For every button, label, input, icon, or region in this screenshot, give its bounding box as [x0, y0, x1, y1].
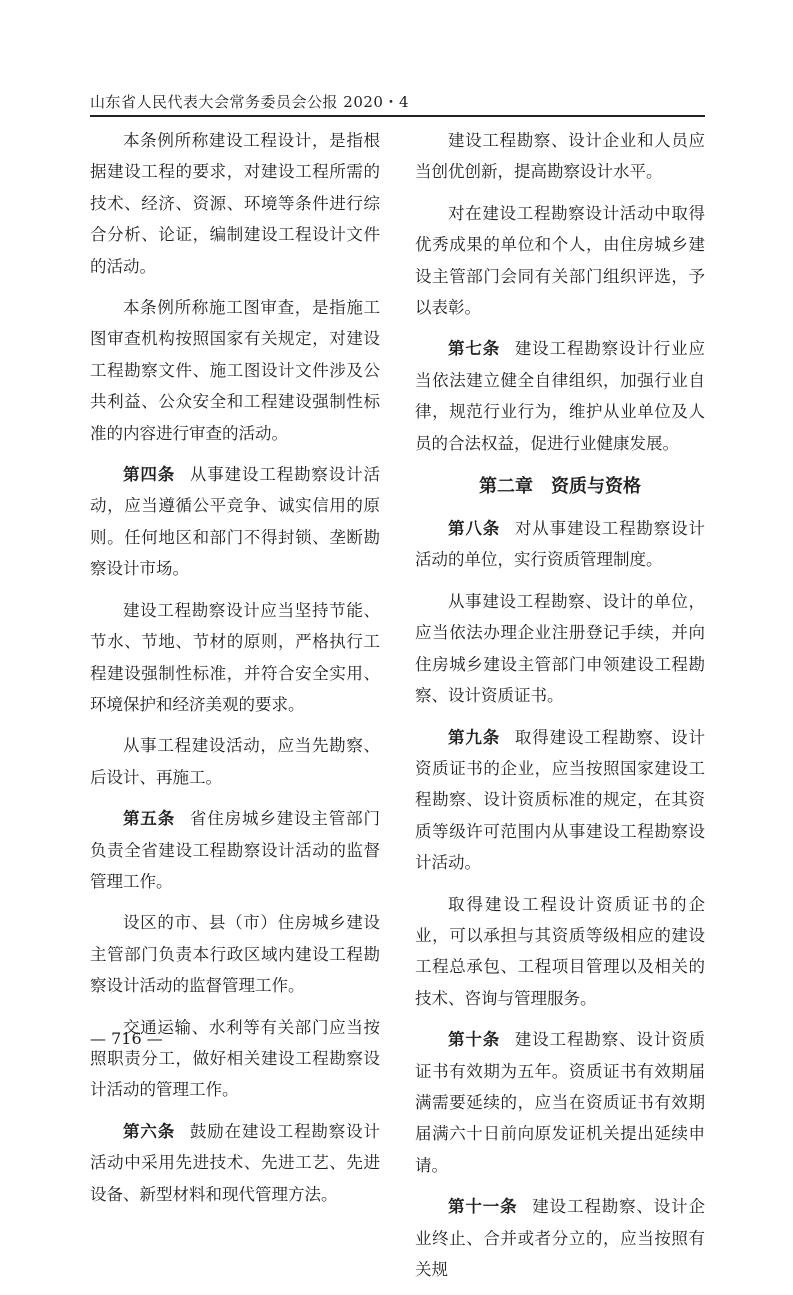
paragraph-text: 鼓励在建设工程勘察设计活动中采用先进技术、先进工艺、先进设备、新型材料和现代管理方法。	[90, 1121, 381, 1204]
paragraph	[415, 722, 705, 879]
paragraph-text: 本条例所称施工图审查，是指施工图审查机构按照国家有关规定，对建设工程勘察文件、施工图设计文件涉及公共利益、公众安全和工程建设强制性标准的内容进行审查的活动。	[90, 298, 380, 443]
paragraph	[90, 595, 380, 721]
article-number: 第六条	[123, 1121, 176, 1141]
paragraph-text: 从事工程建设活动，应当先勘察、后设计、再施工。	[90, 736, 380, 787]
paragraph-text: 建设工程勘察设计行业应当依法建立健全自律组织，加强行业自律，规范行业行为，维护从业单位及人员的合法权益，促进行业健康发展。	[415, 339, 706, 453]
paragraph-text: 设区的市、县（市）住房城乡建设主管部门负责本行政区域内建设工程勘察设计活动的监督管理工作。	[90, 913, 380, 996]
paragraph	[415, 513, 705, 576]
header-rule	[90, 115, 705, 117]
article-number: 第十一条	[448, 1197, 518, 1217]
paragraph	[90, 292, 380, 449]
paragraph	[90, 1116, 380, 1210]
paragraph	[415, 1024, 705, 1181]
paragraph-text: 取得建设工程设计资质证书的企业，可以承担与其资质等级相应的建设工程总承包、工程项目管理以及相关的技术、咨询与管理服务。	[415, 894, 705, 1008]
journal-header: 山东省人民代表大会常务委员会公报 2020・4	[90, 93, 409, 111]
paragraph-text: 从事建设工程勘察、设计的单位，应当依法办理企业注册登记手续，并向住房城乡建设主管部门申领建设工程勘察、设计资质证书。	[415, 591, 705, 706]
paragraph-text: 省住房城乡建设主管部门负责全省建设工程勘察设计活动的监督管理工作。	[90, 809, 381, 891]
paragraph-text: 取得建设工程勘察、设计资质证书的企业，应当按照国家建设工程勘察、设计资质标准的规定，在其资质等级许可范围内从事建设工程勘察设计活动。	[415, 727, 706, 873]
article-number: 第五条	[123, 809, 176, 829]
article-number: 第八条	[448, 519, 501, 539]
paragraph-text: 对从事建设工程勘察设计活动的单位，实行资质管理制度。	[415, 519, 706, 570]
paragraph	[415, 125, 705, 188]
paragraph-text: 交通运输、水利等有关部门应当按照职责分工，做好相关建设工程勘察设计活动的管理工作。	[90, 1017, 380, 1100]
right-column	[415, 125, 705, 1295]
paragraph	[90, 907, 380, 1001]
paragraph-text: 从事建设工程勘察设计活动，应当遵循公平竞争、诚实信用的原则。任何地区和部门不得封锁、垄断勘察设计市场。	[90, 465, 381, 579]
paragraph	[415, 333, 705, 459]
paragraph-text: 本条例所称建设工程设计，是指根据建设工程的要求，对建设工程所需的技术、经济、资源、环境等条件进行综合分析、论证，编制建设工程设计文件的活动。	[90, 131, 380, 276]
article-number: 第十条	[448, 1030, 501, 1050]
page-number: — 716 —	[90, 1029, 163, 1048]
chapter-heading: 第二章 资质与资格	[479, 476, 641, 498]
paragraph-text: 建设工程勘察、设计资质证书有效期为五年。资质证书有效期届满需要延续的，应当在资质证书有效期届满六十日前向原发证机关提出延续申请。	[415, 1030, 706, 1175]
paragraph	[90, 730, 380, 793]
article-number: 第四条	[123, 465, 176, 485]
left-column	[90, 125, 380, 1220]
article-number: 第七条	[448, 339, 501, 359]
paragraph	[415, 586, 705, 712]
paragraph-text: 对在建设工程勘察设计活动中取得优秀成果的单位和个人，由住房城乡建设主管部门会同有关部门组织评选，予以表彰。	[415, 203, 705, 318]
paragraph	[90, 803, 380, 897]
paragraph	[415, 889, 705, 1015]
article-number: 第九条	[448, 727, 501, 747]
paragraph	[415, 1191, 705, 1285]
paragraph-text: 建设工程勘察、设计企业和人员应当创优创新，提高勘察设计水平。	[415, 131, 705, 182]
paragraph	[90, 459, 380, 585]
paragraph-text: 建设工程勘察设计应当坚持节能、节水、节地、节材的原则，严格执行工程建设强制性标准，并符合安全实用、环境保护和经济美观的要求。	[90, 600, 380, 714]
paragraph	[90, 125, 380, 282]
paragraph	[415, 198, 705, 324]
paragraph	[90, 1012, 380, 1106]
paragraph-text: 建设工程勘察、设计企业终止、合并或者分立的，应当按照有关规	[415, 1197, 706, 1279]
